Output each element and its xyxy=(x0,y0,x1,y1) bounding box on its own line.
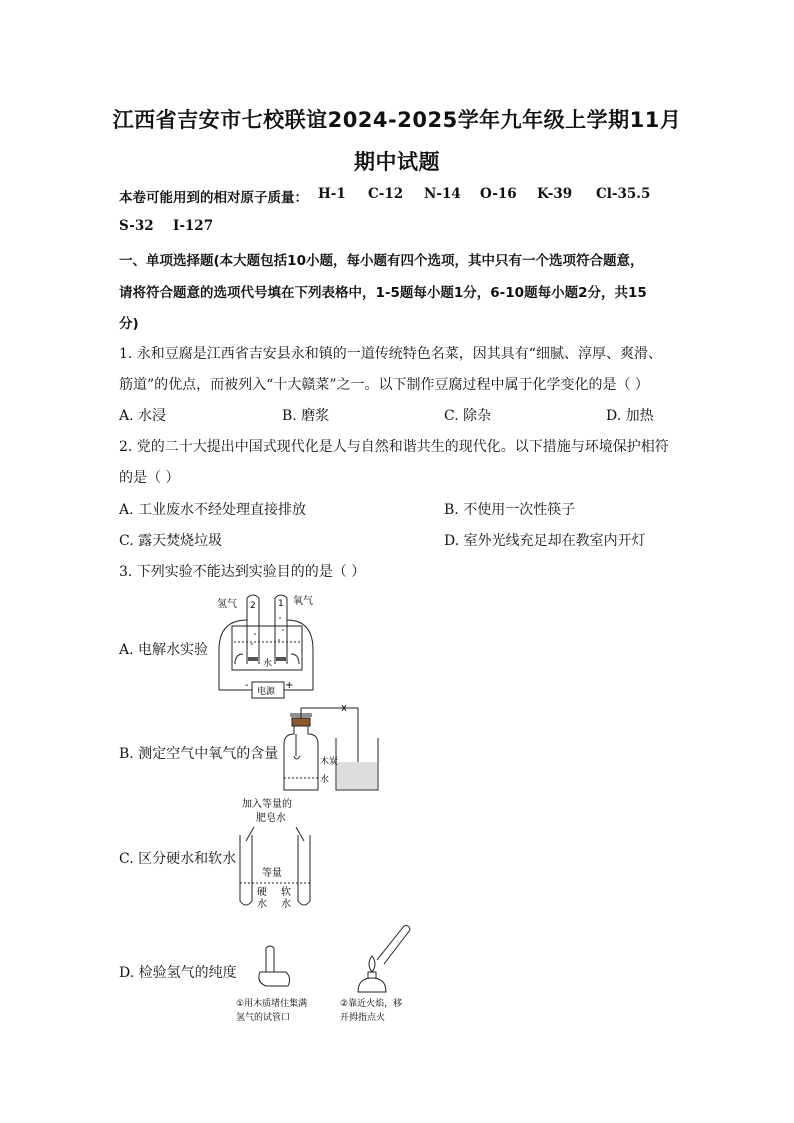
label-step1-line1: ①用木质堵住集满 xyxy=(236,999,308,1009)
q3-option-c: C. 区分硬水和软水 xyxy=(119,851,237,867)
atomic-mass-o: O-16 xyxy=(480,186,517,202)
q2-option-a: A. 工业废水不经处理直接排放 xyxy=(119,502,307,518)
label-plus: + xyxy=(285,680,294,691)
q1-option-a: A. 水浸 xyxy=(119,408,167,424)
figure-oxygen-content xyxy=(280,704,390,794)
atomic-mass-i: I-127 xyxy=(173,218,214,234)
q2-line2: 的是（ ） xyxy=(119,470,180,486)
section1-line1: 一、单项选择题(本大题包括10小题，每小题有四个选项，其中只有一个选项符合题意， xyxy=(119,253,644,269)
label-add-equal: 加入等量的 xyxy=(242,799,292,810)
label-charcoal: 木炭 xyxy=(320,757,339,767)
label-step2-line1: ②靠近火焰，移 xyxy=(340,999,403,1009)
section1-line2: 请将符合题意的选项代号填在下列表格中，1-5题每小题1分，6-10题每小题2分，共15 xyxy=(119,285,647,301)
label-step2-line2: 开拇指点火 xyxy=(340,1013,386,1023)
figure-hard-soft-water xyxy=(232,797,322,913)
q3-option-a: A. 电解水实验 xyxy=(119,642,209,658)
figure-hydrogen-purity xyxy=(232,920,432,1028)
exam-title-line2: 期中试题 xyxy=(354,150,440,174)
atomic-mass-cl: Cl-35.5 xyxy=(596,186,651,202)
atomic-mass-s: S-32 xyxy=(119,218,154,234)
label-oxygen: 氧气 xyxy=(293,596,313,607)
figure-electrolysis xyxy=(205,590,325,702)
label-hard-water: 水 xyxy=(257,899,267,910)
label-soap-water: 肥皂水 xyxy=(256,813,286,824)
label-equal: 等量 xyxy=(262,868,282,879)
label-step1-line2: 氢气的试管口 xyxy=(236,1013,291,1023)
label-water-a: 水 xyxy=(263,659,273,669)
q3-option-d: D. 检验氢气的纯度 xyxy=(119,965,237,981)
label-hydrogen: 氢气 xyxy=(217,599,237,610)
q2-option-c: C. 露天焚烧垃圾 xyxy=(119,533,223,549)
section1-line3: 分) xyxy=(119,316,139,332)
q1-option-c: C. 除杂 xyxy=(444,408,492,424)
q2-option-b: B. 不使用一次性筷子 xyxy=(444,502,576,518)
label-power: 电源 xyxy=(257,687,276,697)
label-minus: - xyxy=(245,680,249,691)
q2-option-d: D. 室外光线充足却在教室内开灯 xyxy=(444,533,646,549)
label-soft: 软 xyxy=(281,887,291,898)
q2-line1: 2. 党的二十大提出中国式现代化是人与自然和谐共生的现代化。以下措施与环境保护相符 xyxy=(119,439,669,455)
q3-option-b: B. 测定空气中氧气的含量 xyxy=(119,746,279,762)
label-hard: 硬 xyxy=(257,887,267,898)
q1-line1: 1. 永和豆腐是江西省吉安县永和镇的一道传统特色名菜，因其具有“细腻、淳厚、爽滑、 xyxy=(119,346,662,362)
label-tube1: 1 xyxy=(278,599,284,609)
label-water-b: 水 xyxy=(320,775,330,785)
label-tube2: 2 xyxy=(250,601,256,611)
q3-stem: 3. 下列实验不能达到实验目的的是（ ） xyxy=(119,564,366,580)
exam-title-line1: 江西省吉安市七校联谊2024-2025学年九年级上学期11月 xyxy=(112,108,682,132)
q1-option-b: B. 磨浆 xyxy=(282,408,330,424)
atomic-mass-label: 本卷可能用到的相对原子质量： xyxy=(119,190,308,206)
atomic-mass-k: K-39 xyxy=(537,186,573,202)
q1-option-d: D. 加热 xyxy=(606,408,654,424)
atomic-mass-c: C-12 xyxy=(368,186,404,202)
q1-line2: 筋道”的优点，而被列入“十大赣菜”之一。以下制作豆腐过程中属于化学变化的是（ ） xyxy=(119,377,649,393)
atomic-mass-n: N-14 xyxy=(424,186,461,202)
label-soft-water: 水 xyxy=(281,899,291,910)
atomic-mass-h: H-1 xyxy=(318,186,346,202)
